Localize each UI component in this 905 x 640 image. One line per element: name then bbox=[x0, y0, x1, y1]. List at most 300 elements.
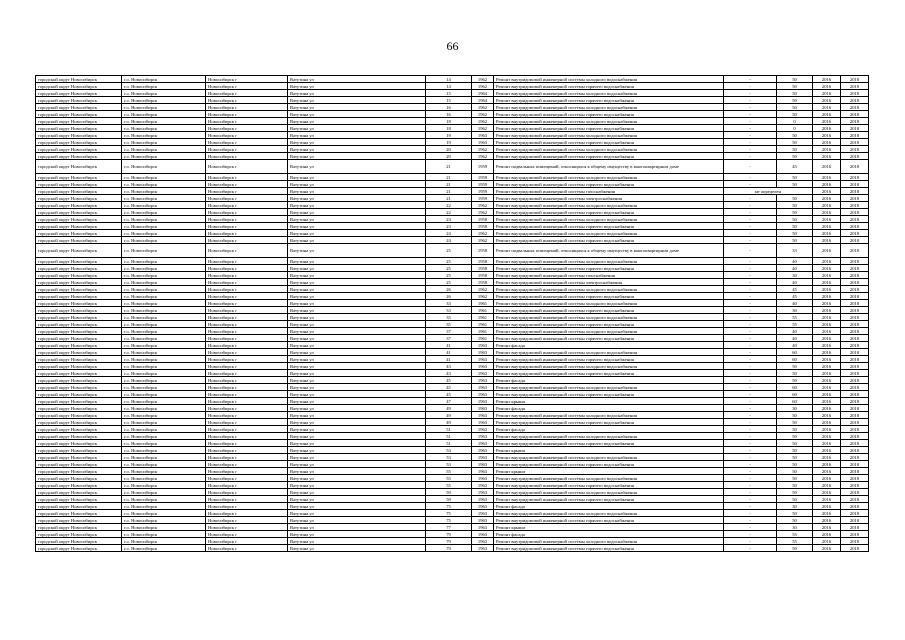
start-year-cell: 2016 bbox=[813, 363, 841, 370]
city-cell: Новосибирск г bbox=[206, 293, 288, 300]
table-row bbox=[36, 76, 869, 83]
table-row bbox=[36, 216, 869, 223]
municipality-cell: городской округ Новосибирск bbox=[36, 90, 122, 97]
table-row bbox=[36, 90, 869, 97]
municipality-cell: городской округ Новосибирск bbox=[36, 300, 122, 307]
street-cell: Ватутина ул bbox=[288, 440, 426, 447]
municipality-cell: городской округ Новосибирск bbox=[36, 342, 122, 349]
house-number-cell: 35 bbox=[426, 321, 472, 328]
volume-cell: - bbox=[724, 153, 777, 160]
municipality-cell: городской округ Новосибирск bbox=[36, 286, 122, 293]
house-number-cell: 19 bbox=[426, 139, 472, 146]
start-year-cell: 2016 bbox=[813, 461, 841, 468]
street-cell: Ватутина ул bbox=[288, 139, 426, 146]
work-type-cell: Ремонт внутридомовой инженерной системы горячего водоснабжения bbox=[494, 321, 724, 328]
district-cell: г.о. Новосибирск bbox=[122, 237, 206, 244]
volume-cell: - bbox=[724, 125, 777, 132]
work-type-cell: Ремонт внутридомовой инженерной системы горячего водоснабжения bbox=[494, 181, 724, 188]
table-row bbox=[36, 153, 869, 160]
build-year-cell: 1964 bbox=[472, 90, 494, 97]
build-year-cell: 1963 bbox=[472, 398, 494, 405]
start-year-cell: 2016 bbox=[813, 447, 841, 454]
house-number-cell: 18 bbox=[426, 118, 472, 125]
municipality-cell: городской округ Новосибирск bbox=[36, 104, 122, 111]
start-year-cell: 2016 bbox=[813, 209, 841, 216]
district-cell: г.о. Новосибирск bbox=[122, 230, 206, 237]
city-cell: Новосибирск г bbox=[206, 195, 288, 202]
city-cell: Новосибирск г bbox=[206, 118, 288, 125]
end-year-cell: 2018 bbox=[841, 391, 869, 398]
end-year-cell: 2018 bbox=[841, 538, 869, 545]
district-cell: г.о. Новосибирск bbox=[122, 405, 206, 412]
build-year-cell: 1962 bbox=[472, 230, 494, 237]
start-year-cell: 2016 bbox=[813, 475, 841, 482]
table-row bbox=[36, 545, 869, 552]
work-type-cell: Ремонт подвальных помещений, относящихся к общему имуществу в многоквартирном доме bbox=[494, 244, 724, 258]
end-year-cell: 2018 bbox=[841, 524, 869, 531]
end-year-cell: 2018 bbox=[841, 342, 869, 349]
start-year-cell: 2016 bbox=[813, 328, 841, 335]
table-row bbox=[36, 132, 869, 139]
table-row bbox=[36, 328, 869, 335]
house-number-cell: 22 bbox=[426, 209, 472, 216]
street-cell: Ватутина ул bbox=[288, 468, 426, 475]
build-year-cell: 1961 bbox=[472, 314, 494, 321]
table-row bbox=[36, 97, 869, 104]
work-type-cell: Ремонт внутридомовой инженерной системы холодного водоснабжения bbox=[494, 349, 724, 356]
cost-cell: 50 bbox=[777, 237, 813, 244]
district-cell: г.о. Новосибирск bbox=[122, 496, 206, 503]
house-number-cell: 21 bbox=[426, 188, 472, 195]
start-year-cell: 2016 bbox=[813, 258, 841, 265]
start-year-cell: 2016 bbox=[813, 244, 841, 258]
house-number-cell: 51 bbox=[426, 433, 472, 440]
house-number-cell: 53 bbox=[426, 461, 472, 468]
table-row bbox=[36, 419, 869, 426]
cost-cell: 30 bbox=[777, 524, 813, 531]
start-year-cell: 2016 bbox=[813, 335, 841, 342]
city-cell: Новосибирск г bbox=[206, 440, 288, 447]
street-cell: Ватутина ул bbox=[288, 433, 426, 440]
district-cell: г.о. Новосибирск bbox=[122, 349, 206, 356]
table-row bbox=[36, 440, 869, 447]
table-row bbox=[36, 139, 869, 146]
table-row bbox=[36, 118, 869, 125]
street-cell: Ватутина ул bbox=[288, 293, 426, 300]
table-row bbox=[36, 370, 869, 377]
build-year-cell: 1963 bbox=[472, 342, 494, 349]
start-year-cell: 2016 bbox=[813, 153, 841, 160]
city-cell: Новосибирск г bbox=[206, 300, 288, 307]
house-number-cell: 25 bbox=[426, 265, 472, 272]
house-number-cell: 18 bbox=[426, 125, 472, 132]
start-year-cell: 2016 bbox=[813, 482, 841, 489]
district-cell: г.о. Новосибирск bbox=[122, 223, 206, 230]
volume-cell: - bbox=[724, 76, 777, 83]
city-cell: Новосибирск г bbox=[206, 237, 288, 244]
district-cell: г.о. Новосибирск bbox=[122, 195, 206, 202]
start-year-cell: 2016 bbox=[813, 426, 841, 433]
cost-cell: 50 bbox=[777, 111, 813, 118]
work-type-cell: Ремонт внутридомовой инженерной системы холодного водоснабжения bbox=[494, 412, 724, 419]
district-cell: г.о. Новосибирск bbox=[122, 111, 206, 118]
volume-cell: - bbox=[724, 524, 777, 531]
start-year-cell: 2016 bbox=[813, 160, 841, 174]
street-cell: Ватутина ул bbox=[288, 356, 426, 363]
build-year-cell: 1962 bbox=[472, 118, 494, 125]
municipality-cell: городской округ Новосибирск bbox=[36, 244, 122, 258]
build-year-cell: 1963 bbox=[472, 419, 494, 426]
build-year-cell: 1963 bbox=[472, 538, 494, 545]
municipality-cell: городской округ Новосибирск bbox=[36, 377, 122, 384]
end-year-cell: 2018 bbox=[841, 111, 869, 118]
cost-cell: 50 bbox=[777, 482, 813, 489]
cost-cell: 60 bbox=[777, 384, 813, 391]
city-cell: Новосибирск г bbox=[206, 314, 288, 321]
end-year-cell: 2018 bbox=[841, 468, 869, 475]
district-cell: г.о. Новосибирск bbox=[122, 160, 206, 174]
end-year-cell: 2018 bbox=[841, 118, 869, 125]
table-row bbox=[36, 181, 869, 188]
district-cell: г.о. Новосибирск bbox=[122, 104, 206, 111]
start-year-cell: 2016 bbox=[813, 496, 841, 503]
build-year-cell: 1963 bbox=[472, 489, 494, 496]
municipality-cell: городской округ Новосибирск bbox=[36, 419, 122, 426]
municipality-cell: городской округ Новосибирск bbox=[36, 531, 122, 538]
volume-cell: - bbox=[724, 139, 777, 146]
work-type-cell: Ремонт крыши bbox=[494, 447, 724, 454]
city-cell: Новосибирск г bbox=[206, 181, 288, 188]
district-cell: г.о. Новосибирск bbox=[122, 300, 206, 307]
build-year-cell: 1962 bbox=[472, 293, 494, 300]
work-type-cell: Ремонт фасада bbox=[494, 405, 724, 412]
work-type-cell: Ремонт внутридомовой инженерной системы холодного водоснабжения bbox=[494, 132, 724, 139]
cost-cell: 2016 bbox=[813, 188, 841, 195]
volume-cell: - bbox=[724, 475, 777, 482]
build-year-cell: 1962 bbox=[472, 153, 494, 160]
volume-cell: - bbox=[724, 496, 777, 503]
house-number-cell: 33 bbox=[426, 307, 472, 314]
cost-cell: 45 bbox=[777, 286, 813, 293]
end-year-cell: 2018 bbox=[841, 433, 869, 440]
build-year-cell: 1963 bbox=[472, 349, 494, 356]
house-number-cell: 41 bbox=[426, 349, 472, 356]
table-row bbox=[36, 447, 869, 454]
municipality-cell: городской округ Новосибирск bbox=[36, 139, 122, 146]
house-number-cell: 45 bbox=[426, 391, 472, 398]
cost-cell: 55 bbox=[777, 538, 813, 545]
end-year-cell: 2018 bbox=[841, 405, 869, 412]
municipality-cell: городской округ Новосибирск bbox=[36, 384, 122, 391]
cost-cell: 50 bbox=[777, 174, 813, 181]
start-year-cell: 2016 bbox=[813, 510, 841, 517]
work-type-cell: Ремонт внутридомовой инженерной системы холодного водоснабжения bbox=[494, 510, 724, 517]
cost-cell: 50 bbox=[777, 475, 813, 482]
district-cell: г.о. Новосибирск bbox=[122, 356, 206, 363]
municipality-cell: городской округ Новосибирск bbox=[36, 517, 122, 524]
end-year-cell: 2018 bbox=[841, 370, 869, 377]
municipality-cell: городской округ Новосибирск bbox=[36, 475, 122, 482]
street-cell: Ватутина ул bbox=[288, 517, 426, 524]
volume-cell: - bbox=[724, 146, 777, 153]
end-year-cell: 2018 bbox=[841, 482, 869, 489]
work-type-cell: Ремонт внутридомовой инженерной системы горячего водоснабжения bbox=[494, 517, 724, 524]
district-cell: г.о. Новосибирск bbox=[122, 307, 206, 314]
city-cell: Новосибирск г bbox=[206, 384, 288, 391]
work-type-cell: Ремонт внутридомовой инженерной системы горячего водоснабжения bbox=[494, 223, 724, 230]
start-year-cell: 2016 bbox=[813, 300, 841, 307]
start-year-cell: 2016 bbox=[813, 538, 841, 545]
street-cell: Ватутина ул bbox=[288, 125, 426, 132]
district-cell: г.о. Новосибирск bbox=[122, 139, 206, 146]
street-cell: Ватутина ул bbox=[288, 363, 426, 370]
district-cell: г.о. Новосибирск bbox=[122, 370, 206, 377]
end-year-cell: 2018 bbox=[841, 146, 869, 153]
volume-cell: - bbox=[724, 111, 777, 118]
end-year-cell: 2018 bbox=[841, 412, 869, 419]
work-type-cell: Ремонт внутридомовой инженерной системы горячего водоснабжения bbox=[494, 125, 724, 132]
house-number-cell: 25 bbox=[426, 272, 472, 279]
build-year-cell: 1963 bbox=[472, 370, 494, 377]
city-cell: Новосибирск г bbox=[206, 433, 288, 440]
city-cell: Новосибирск г bbox=[206, 356, 288, 363]
table-row bbox=[36, 489, 869, 496]
table-body bbox=[36, 76, 869, 552]
start-year-cell: 2016 bbox=[813, 279, 841, 286]
end-year-cell: 2018 bbox=[841, 286, 869, 293]
municipality-cell: городской округ Новосибирск bbox=[36, 349, 122, 356]
house-number-cell: 37 bbox=[426, 328, 472, 335]
municipality-cell: городской округ Новосибирск bbox=[36, 510, 122, 517]
street-cell: Ватутина ул bbox=[288, 335, 426, 342]
table-row bbox=[36, 307, 869, 314]
table-row bbox=[36, 391, 869, 398]
end-year-cell: 2018 bbox=[841, 237, 869, 244]
start-year-cell: 2016 bbox=[813, 202, 841, 209]
city-cell: Новосибирск г bbox=[206, 230, 288, 237]
start-year-cell: 2016 bbox=[813, 118, 841, 125]
house-number-cell: 14 bbox=[426, 83, 472, 90]
district-cell: г.о. Новосибирск bbox=[122, 202, 206, 209]
city-cell: Новосибирск г bbox=[206, 76, 288, 83]
street-cell: Ватутина ул bbox=[288, 398, 426, 405]
cost-cell: 40 bbox=[777, 265, 813, 272]
build-year-cell: 1963 bbox=[472, 447, 494, 454]
work-type-cell: Ремонт внутридомовой инженерной системы холодного водоснабжения bbox=[494, 230, 724, 237]
table-row bbox=[36, 384, 869, 391]
cost-cell: 50 bbox=[777, 146, 813, 153]
build-year-cell: 1963 bbox=[472, 482, 494, 489]
cost-cell: 50 bbox=[777, 97, 813, 104]
cost-cell: 40 bbox=[777, 342, 813, 349]
city-cell: Новосибирск г bbox=[206, 97, 288, 104]
end-year-cell: 2018 bbox=[841, 132, 869, 139]
municipality-cell: городской округ Новосибирск bbox=[36, 482, 122, 489]
district-cell: г.о. Новосибирск bbox=[122, 181, 206, 188]
municipality-cell: городской округ Новосибирск bbox=[36, 503, 122, 510]
start-year-cell: 2016 bbox=[813, 468, 841, 475]
municipality-cell: городской округ Новосибирск bbox=[36, 174, 122, 181]
cost-cell: 50 bbox=[777, 468, 813, 475]
house-number-cell: 23 bbox=[426, 223, 472, 230]
start-year-cell: 2016 bbox=[813, 97, 841, 104]
build-year-cell: 1963 bbox=[472, 510, 494, 517]
end-year-cell: 2018 bbox=[841, 545, 869, 552]
table-row bbox=[36, 468, 869, 475]
work-type-cell: Ремонт внутридомовой инженерной системы холодного водоснабжения bbox=[494, 454, 724, 461]
city-cell: Новосибирск г bbox=[206, 412, 288, 419]
build-year-cell: 1962 bbox=[472, 286, 494, 293]
street-cell: Ватутина ул bbox=[288, 496, 426, 503]
end-year-cell: 2018 bbox=[841, 272, 869, 279]
volume-cell: - bbox=[724, 244, 777, 258]
city-cell: Новосибирск г bbox=[206, 503, 288, 510]
street-cell: Ватутина ул bbox=[288, 76, 426, 83]
table-row bbox=[36, 195, 869, 202]
house-number-cell: 15 bbox=[426, 90, 472, 97]
build-year-cell: 1962 bbox=[472, 209, 494, 216]
end-year-cell: 2018 bbox=[841, 244, 869, 258]
table-row bbox=[36, 461, 869, 468]
volume-cell: - bbox=[724, 503, 777, 510]
city-cell: Новосибирск г bbox=[206, 349, 288, 356]
district-cell: г.о. Новосибирск bbox=[122, 538, 206, 545]
build-year-cell: 1958 bbox=[472, 244, 494, 258]
cost-cell: 50 bbox=[777, 419, 813, 426]
street-cell: Ватутина ул bbox=[288, 405, 426, 412]
build-year-cell: 1961 bbox=[472, 328, 494, 335]
district-cell: г.о. Новосибирск bbox=[122, 510, 206, 517]
start-year-cell: 2016 bbox=[813, 111, 841, 118]
district-cell: г.о. Новосибирск bbox=[122, 153, 206, 160]
volume-cell: - bbox=[724, 216, 777, 223]
city-cell: Новосибирск г bbox=[206, 461, 288, 468]
table-row bbox=[36, 146, 869, 153]
house-number-cell: 79 bbox=[426, 531, 472, 538]
cost-cell: 60 bbox=[777, 349, 813, 356]
end-year-cell: 2018 bbox=[841, 216, 869, 223]
city-cell: Новосибирск г bbox=[206, 265, 288, 272]
end-year-cell: 2018 bbox=[841, 90, 869, 97]
cost-cell: 0 bbox=[777, 118, 813, 125]
street-cell: Ватутина ул bbox=[288, 83, 426, 90]
volume-cell: - bbox=[724, 370, 777, 377]
work-type-cell: Ремонт внутридомовой инженерной системы холодного водоснабжения bbox=[494, 363, 724, 370]
work-type-cell: Ремонт фасада bbox=[494, 377, 724, 384]
house-number-cell: 55 bbox=[426, 468, 472, 475]
build-year-cell: 1962 bbox=[472, 76, 494, 83]
build-year-cell: 1963 bbox=[472, 517, 494, 524]
house-number-cell: 77 bbox=[426, 524, 472, 531]
table-row bbox=[36, 286, 869, 293]
municipality-cell: городской округ Новосибирск bbox=[36, 125, 122, 132]
work-type-cell: Ремонт внутридомовой инженерной системы холодного водоснабжения bbox=[494, 90, 724, 97]
end-year-cell: 2018 bbox=[841, 195, 869, 202]
table-row bbox=[36, 160, 869, 174]
district-cell: г.о. Новосибирск bbox=[122, 174, 206, 181]
work-type-cell: Ремонт внутридомовой инженерной системы холодного водоснабжения bbox=[494, 258, 724, 265]
build-year-cell: 1959 bbox=[472, 188, 494, 195]
cost-cell: 60 bbox=[777, 391, 813, 398]
build-year-cell: 1962 bbox=[472, 83, 494, 90]
volume-cell: - bbox=[724, 384, 777, 391]
work-type-cell: Ремонт внутридомовой инженерной системы горячего водоснабжения bbox=[494, 209, 724, 216]
volume-cell: - bbox=[724, 97, 777, 104]
work-type-cell: Ремонт внутридомовой инженерной системы горячего водоснабжения bbox=[494, 370, 724, 377]
city-cell: Новосибирск г bbox=[206, 286, 288, 293]
start-year-cell: 2016 bbox=[813, 384, 841, 391]
volume-cell: - bbox=[724, 202, 777, 209]
district-cell: г.о. Новосибирск bbox=[122, 188, 206, 195]
house-number-cell: 59 bbox=[426, 489, 472, 496]
municipality-cell: городской округ Новосибирск bbox=[36, 153, 122, 160]
start-year-cell: 2016 bbox=[813, 531, 841, 538]
city-cell: Новосибирск г bbox=[206, 321, 288, 328]
municipality-cell: городской округ Новосибирск bbox=[36, 307, 122, 314]
table-row bbox=[36, 223, 869, 230]
district-cell: г.о. Новосибирск bbox=[122, 76, 206, 83]
house-number-cell: 37 bbox=[426, 335, 472, 342]
district-cell: г.о. Новосибирск bbox=[122, 524, 206, 531]
work-type-cell: Ремонт внутридомовой инженерной системы горячего водоснабжения bbox=[494, 440, 724, 447]
municipality-cell: городской округ Новосибирск bbox=[36, 209, 122, 216]
end-year-cell: 2018 bbox=[841, 503, 869, 510]
district-cell: г.о. Новосибирск bbox=[122, 468, 206, 475]
municipality-cell: городской округ Новосибирск bbox=[36, 468, 122, 475]
cost-cell: 30 bbox=[777, 405, 813, 412]
work-type-cell: Ремонт внутридомовой инженерной системы холодного водоснабжения bbox=[494, 328, 724, 335]
cost-cell: 50 bbox=[777, 510, 813, 517]
build-year-cell: 1963 bbox=[472, 384, 494, 391]
table-row bbox=[36, 230, 869, 237]
city-cell: Новосибирск г bbox=[206, 370, 288, 377]
district-cell: г.о. Новосибирск bbox=[122, 83, 206, 90]
cost-cell: 50 bbox=[777, 454, 813, 461]
street-cell: Ватутина ул bbox=[288, 286, 426, 293]
municipality-cell: городской округ Новосибирск bbox=[36, 426, 122, 433]
build-year-cell: 1963 bbox=[472, 356, 494, 363]
table-row bbox=[36, 531, 869, 538]
cost-cell: 40 bbox=[777, 328, 813, 335]
end-year-cell: 2018 bbox=[841, 76, 869, 83]
city-cell: Новосибирск г bbox=[206, 510, 288, 517]
end-year-cell: 2018 bbox=[841, 104, 869, 111]
municipality-cell: городской округ Новосибирск bbox=[36, 496, 122, 503]
end-year-cell: 2018 bbox=[841, 377, 869, 384]
table-row bbox=[36, 321, 869, 328]
volume-cell: - bbox=[724, 314, 777, 321]
end-year-cell: 2018 bbox=[841, 160, 869, 174]
house-number-cell: 25 bbox=[426, 258, 472, 265]
build-year-cell: 1961 bbox=[472, 321, 494, 328]
district-cell: г.о. Новосибирск bbox=[122, 545, 206, 552]
district-cell: г.о. Новосибирск bbox=[122, 328, 206, 335]
volume-cell: - bbox=[724, 342, 777, 349]
build-year-cell: 1963 bbox=[472, 454, 494, 461]
district-cell: г.о. Новосибирск bbox=[122, 265, 206, 272]
district-cell: г.о. Новосибирск bbox=[122, 482, 206, 489]
end-year-cell: 2018 bbox=[841, 384, 869, 391]
municipality-cell: городской округ Новосибирск bbox=[36, 111, 122, 118]
end-year-cell: 2018 bbox=[841, 419, 869, 426]
volume-cell: - bbox=[724, 174, 777, 181]
repair-schedule-table bbox=[35, 75, 869, 552]
work-type-cell: Ремонт внутридомовой инженерной системы холодного водоснабжения bbox=[494, 300, 724, 307]
house-number-cell: 53 bbox=[426, 447, 472, 454]
house-number-cell: 21 bbox=[426, 160, 472, 174]
city-cell: Новосибирск г bbox=[206, 531, 288, 538]
end-year-cell: 2018 bbox=[841, 293, 869, 300]
